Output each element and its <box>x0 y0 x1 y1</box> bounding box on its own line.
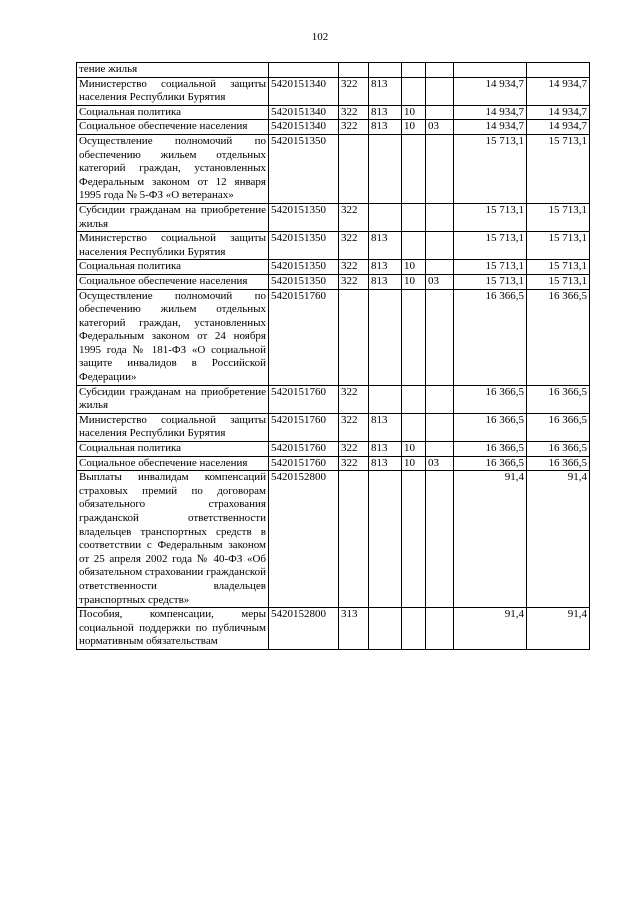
row-expense-type: 322 <box>339 120 369 135</box>
row-subsection: 03 <box>426 456 454 471</box>
row-section <box>402 134 426 203</box>
row-name: Социальное обеспечение населения <box>77 274 269 289</box>
row-subsection <box>426 289 454 385</box>
row-target-code: 5420151350 <box>269 260 339 275</box>
row-target-code: 5420151340 <box>269 77 339 105</box>
row-amount-1: 91,4 <box>454 608 527 650</box>
row-target-code: 5420152800 <box>269 608 339 650</box>
page-number: 102 <box>311 31 329 43</box>
row-expense-type: 322 <box>339 105 369 120</box>
row-target-code: 5420151350 <box>269 232 339 260</box>
row-subsection <box>426 134 454 203</box>
row-section <box>402 289 426 385</box>
table-row <box>77 134 590 203</box>
row-section: 10 <box>402 105 426 120</box>
table-body <box>77 63 590 650</box>
row-name: Министерство социальной защиты населения Республики Бурятия <box>77 77 269 105</box>
row-expense-type <box>339 289 369 385</box>
row-subsection <box>426 608 454 650</box>
row-expense-type: 322 <box>339 203 369 231</box>
row-amount-2: 16 366,5 <box>527 413 590 441</box>
row-subsection: 03 <box>426 274 454 289</box>
row-section: 10 <box>402 120 426 135</box>
row-target-code: 5420151340 <box>269 105 339 120</box>
row-target-code <box>269 63 339 78</box>
row-subsection: 03 <box>426 120 454 135</box>
row-amount-1: 14 934,7 <box>454 105 527 120</box>
row-amount-2: 15 713,1 <box>527 274 590 289</box>
row-section: 10 <box>402 442 426 457</box>
table-row <box>77 413 590 441</box>
row-target-code: 5420151760 <box>269 289 339 385</box>
row-subsection <box>426 413 454 441</box>
table-row <box>77 274 590 289</box>
row-expense-type: 322 <box>339 385 369 413</box>
row-subsection <box>426 442 454 457</box>
row-subsection <box>426 105 454 120</box>
row-amount-1: 16 366,5 <box>454 442 527 457</box>
row-ministry-code <box>369 63 402 78</box>
row-expense-type: 322 <box>339 77 369 105</box>
row-name: Социальная политика <box>77 442 269 457</box>
row-target-code: 5420151350 <box>269 274 339 289</box>
row-target-code: 5420152800 <box>269 471 339 608</box>
row-amount-1: 16 366,5 <box>454 385 527 413</box>
table-row <box>77 77 590 105</box>
table-row <box>77 203 590 231</box>
row-amount-2 <box>527 63 590 78</box>
row-name: Субсидии гражданам на приобретение жилья <box>77 203 269 231</box>
row-amount-2: 15 713,1 <box>527 260 590 275</box>
row-amount-2: 16 366,5 <box>527 442 590 457</box>
row-expense-type: 322 <box>339 274 369 289</box>
row-section <box>402 413 426 441</box>
row-amount-1: 14 934,7 <box>454 77 527 105</box>
row-amount-2: 16 366,5 <box>527 385 590 413</box>
row-amount-2: 91,4 <box>527 471 590 608</box>
row-ministry-code: 813 <box>369 456 402 471</box>
row-amount-2: 14 934,7 <box>527 120 590 135</box>
row-target-code: 5420151760 <box>269 413 339 441</box>
row-amount-1: 16 366,5 <box>454 289 527 385</box>
table-row <box>77 456 590 471</box>
row-name: тение жилья <box>77 63 269 78</box>
table-row <box>77 120 590 135</box>
row-ministry-code <box>369 289 402 385</box>
row-name: Пособия, компенсации, меры социальной поддержки по публичным нормативным обязательствам <box>77 608 269 650</box>
row-name: Выплаты инвалидам компенсаций страховых премий по договорам обязательного страхования гражданской ответственности владельцев транспортных средств в соответствии с Федеральным законом от 25 апреля 2002 года № 40-ФЗ «Об обязательном страховании гражданской ответственности владельцев транспортных средств» <box>77 471 269 608</box>
row-subsection <box>426 385 454 413</box>
row-section <box>402 63 426 78</box>
row-subsection <box>426 260 454 275</box>
row-amount-2: 15 713,1 <box>527 232 590 260</box>
row-ministry-code <box>369 385 402 413</box>
row-ministry-code: 813 <box>369 442 402 457</box>
row-name: Субсидии гражданам на приобретение жилья <box>77 385 269 413</box>
table-row <box>77 260 590 275</box>
row-name: Осуществление полномочий по обеспечению жильем отдельных категорий граждан, установленных Федеральным законом от 12 января 1995 года № 5-ФЗ «О ветеранах» <box>77 134 269 203</box>
row-section <box>402 232 426 260</box>
row-subsection <box>426 77 454 105</box>
row-name: Социальная политика <box>77 105 269 120</box>
row-name: Министерство социальной защиты населения Республики Бурятия <box>77 232 269 260</box>
row-target-code: 5420151760 <box>269 456 339 471</box>
row-amount-2: 14 934,7 <box>527 77 590 105</box>
row-section <box>402 203 426 231</box>
row-name: Министерство социальной защиты населения Республики Бурятия <box>77 413 269 441</box>
row-target-code: 5420151340 <box>269 120 339 135</box>
table-row <box>77 63 590 78</box>
row-amount-1: 15 713,1 <box>454 274 527 289</box>
row-target-code: 5420151350 <box>269 203 339 231</box>
row-expense-type: 322 <box>339 232 369 260</box>
row-expense-type <box>339 471 369 608</box>
row-target-code: 5420151760 <box>269 385 339 413</box>
row-expense-type: 322 <box>339 413 369 441</box>
row-name: Социальная политика <box>77 260 269 275</box>
table-row <box>77 385 590 413</box>
row-ministry-code <box>369 471 402 608</box>
row-name: Социальное обеспечение населения <box>77 456 269 471</box>
row-expense-type: 322 <box>339 442 369 457</box>
row-ministry-code <box>369 134 402 203</box>
row-ministry-code: 813 <box>369 274 402 289</box>
row-amount-1: 16 366,5 <box>454 456 527 471</box>
row-ministry-code: 813 <box>369 120 402 135</box>
budget-table <box>76 62 590 650</box>
row-expense-type: 313 <box>339 608 369 650</box>
row-subsection <box>426 471 454 608</box>
row-section <box>402 77 426 105</box>
table-row <box>77 232 590 260</box>
row-ministry-code: 813 <box>369 260 402 275</box>
row-amount-2: 14 934,7 <box>527 105 590 120</box>
row-expense-type <box>339 63 369 78</box>
row-target-code: 5420151760 <box>269 442 339 457</box>
row-section <box>402 608 426 650</box>
row-expense-type: 322 <box>339 260 369 275</box>
row-amount-1: 14 934,7 <box>454 120 527 135</box>
row-ministry-code: 813 <box>369 105 402 120</box>
row-amount-2: 16 366,5 <box>527 289 590 385</box>
row-subsection <box>426 63 454 78</box>
row-amount-1: 15 713,1 <box>454 203 527 231</box>
row-subsection <box>426 232 454 260</box>
table-row <box>77 471 590 608</box>
row-section: 10 <box>402 274 426 289</box>
table-row <box>77 442 590 457</box>
row-name: Социальное обеспечение населения <box>77 120 269 135</box>
row-ministry-code: 813 <box>369 77 402 105</box>
table-row <box>77 608 590 650</box>
row-amount-1 <box>454 63 527 78</box>
row-section <box>402 471 426 608</box>
row-target-code: 5420151350 <box>269 134 339 203</box>
row-name: Осуществление полномочий по обеспечению жильем отдельных категорий граждан, установленных Федеральным законом от 24 ноября 1995 года № 181-ФЗ «О социальной защите инвалидов в Российской Федерации» <box>77 289 269 385</box>
row-amount-2: 91,4 <box>527 608 590 650</box>
row-amount-1: 91,4 <box>454 471 527 608</box>
row-expense-type <box>339 134 369 203</box>
row-section: 10 <box>402 456 426 471</box>
row-section <box>402 385 426 413</box>
row-amount-1: 15 713,1 <box>454 134 527 203</box>
row-ministry-code: 813 <box>369 232 402 260</box>
table-row <box>77 105 590 120</box>
row-ministry-code <box>369 608 402 650</box>
row-amount-2: 15 713,1 <box>527 134 590 203</box>
row-subsection <box>426 203 454 231</box>
row-amount-1: 15 713,1 <box>454 260 527 275</box>
row-ministry-code <box>369 203 402 231</box>
row-amount-1: 15 713,1 <box>454 232 527 260</box>
row-expense-type: 322 <box>339 456 369 471</box>
row-amount-2: 16 366,5 <box>527 456 590 471</box>
row-ministry-code: 813 <box>369 413 402 441</box>
table-row <box>77 289 590 385</box>
row-section: 10 <box>402 260 426 275</box>
row-amount-2: 15 713,1 <box>527 203 590 231</box>
row-amount-1: 16 366,5 <box>454 413 527 441</box>
